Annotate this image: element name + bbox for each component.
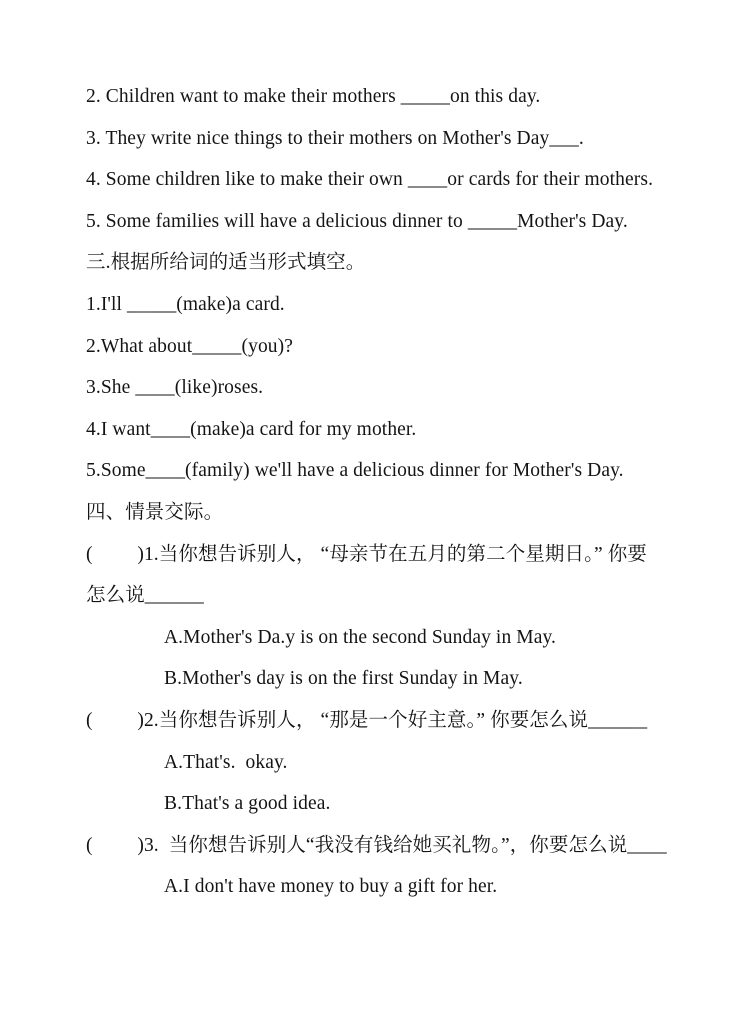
worksheet-body	[0, 76, 744, 908]
word-form-item-2: 2.What about_____(you)?	[86, 335, 293, 357]
situational-question-3: ( )3. 当你想告诉别人“我没有钱给她买礼物。”，你要怎么说____	[86, 834, 667, 856]
question-2-option-b: B.That's a good idea.	[164, 793, 331, 815]
question-3-option-a: A.I don't have money to buy a gift for her.	[164, 876, 498, 898]
word-form-item-3: 3.She ____(like)roses.	[86, 377, 264, 399]
fill-blank-sentence-4: 4. Some children like to make their own ____or cards for their mothers.	[86, 169, 654, 191]
word-form-item-4: 4.I want____(make)a card for my mother.	[86, 418, 417, 440]
section-header-three: 三.根据所给词的适当形式填空。	[86, 252, 366, 274]
word-form-item-1: 1.I'll _____(make)a card.	[86, 293, 285, 315]
fill-blank-sentence-5: 5. Some families will have a delicious dinner to _____Mother's Day.	[86, 210, 628, 232]
word-form-item-5: 5.Some____(family) we'll have a delicious dinner for Mother's Day.	[86, 460, 624, 482]
fill-blank-sentence-2: 2. Children want to make their mothers _____on this day.	[86, 86, 541, 107]
section-header-four: 四、情景交际。	[86, 501, 224, 523]
question-1-option-b: B.Mother's day is on the first Sunday in May.	[164, 668, 523, 690]
question-1-option-a: A.Mother's Da.y is on the second Sunday in May.	[164, 626, 557, 648]
situational-question-1: ( )1.当你想告诉别人， “母亲节在五月的第二个星期日。” 你要	[86, 543, 647, 565]
fill-blank-sentence-3: 3. They write nice things to their mothers on Mother's Day___.	[86, 127, 584, 149]
situational-question-2: ( )2.当你想告诉别人， “那是一个好主意。” 你要怎么说______	[86, 709, 648, 731]
situational-question-1-continued: 怎么说______	[86, 585, 204, 607]
question-2-option-a: A.That's. okay.	[164, 751, 288, 773]
